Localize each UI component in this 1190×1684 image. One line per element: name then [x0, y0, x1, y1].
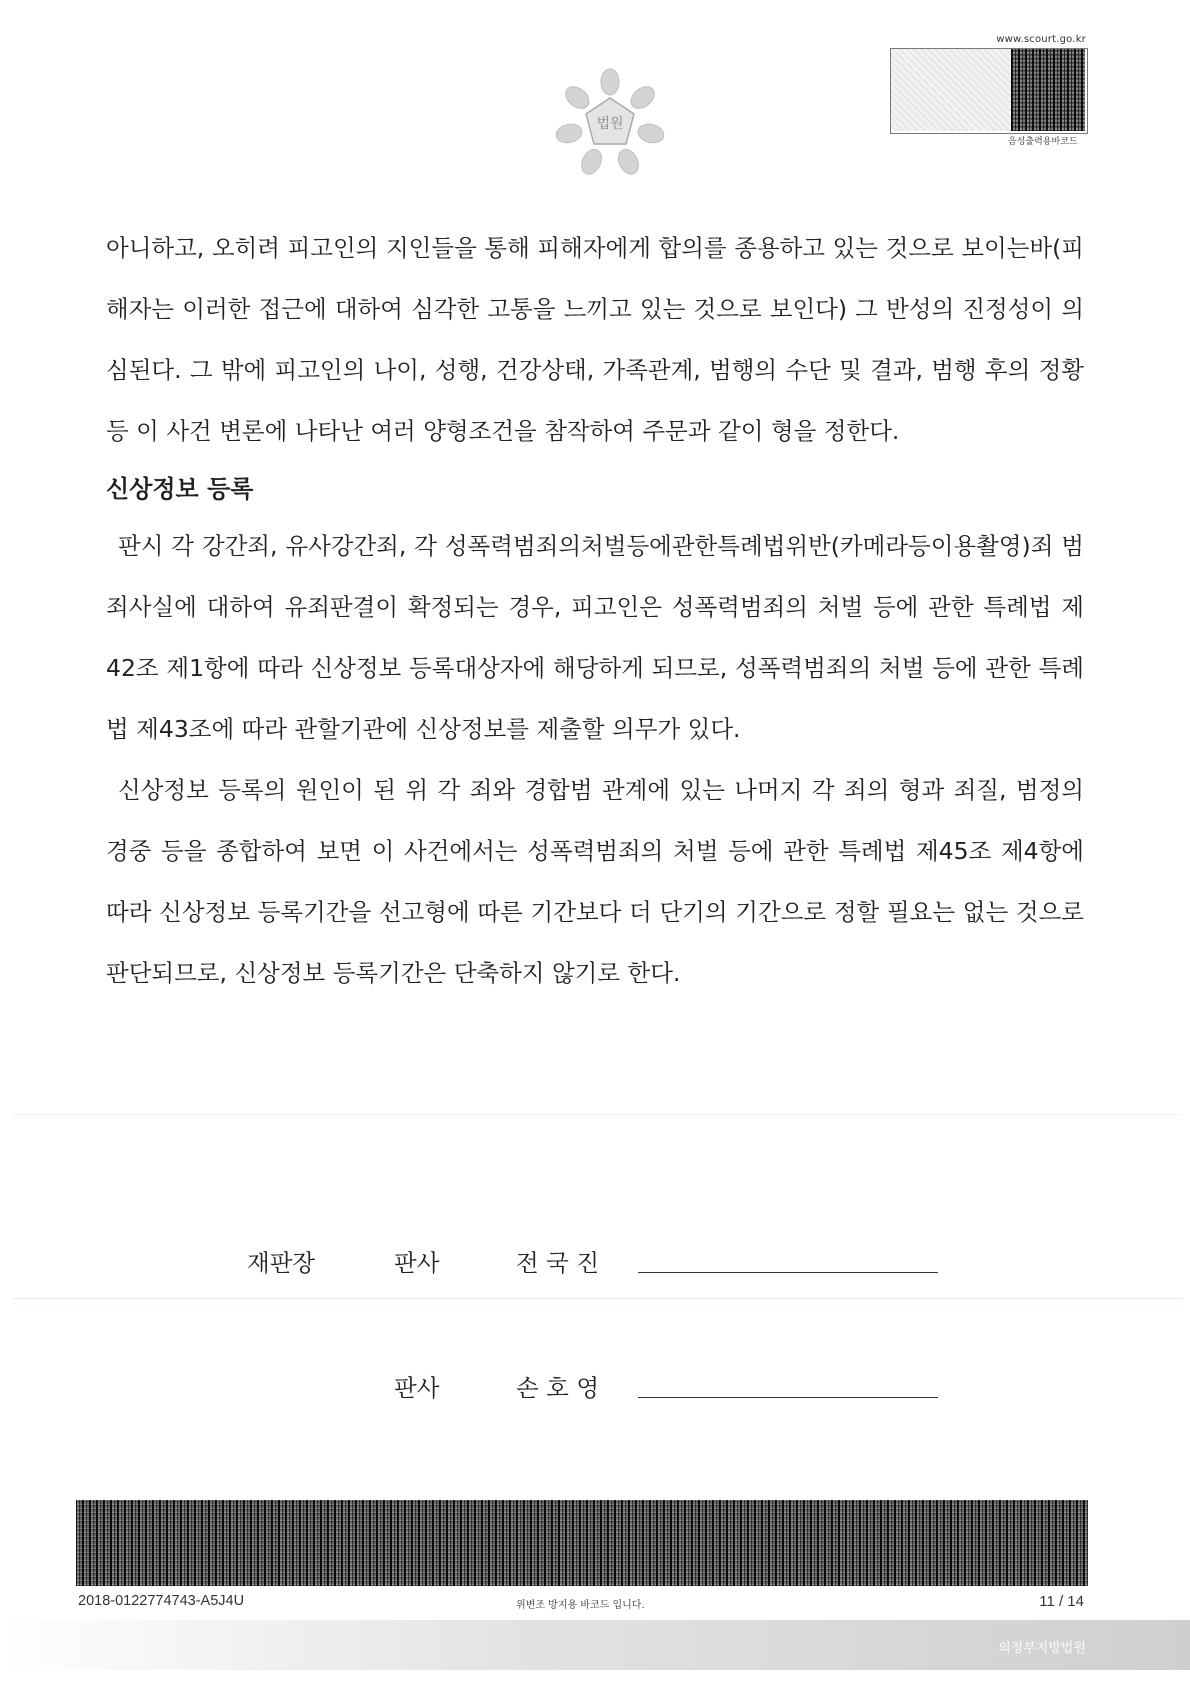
signature-line — [638, 1272, 938, 1273]
paragraph-registration: 판시 각 강간죄, 유사강간죄, 각 성폭력범죄의처벌등에관한특례법위반(카메라등이용촬영)죄 범죄사실에 대하여 유죄판결이 확정되는 경우, 피고인은 성폭력범죄의 처벌 등에 관한 특례법 제42조 제1항에 따라 신상정보 등록대상자에 해당하게 되므로, 성폭력범죄의 처벌 등에 관한 특례법 제43조에 따라 관할기관에 신상정보를 제출할 의무가 있다. — [106, 532, 1084, 743]
audio-barcode-blank — [891, 49, 1011, 131]
audio-barcode-caption: 음성출력용바코드 — [1008, 137, 1078, 147]
signature-title: 판사 — [394, 1249, 440, 1277]
page-number: 11 / 14 — [1039, 1593, 1084, 1610]
court-seal — [548, 62, 672, 186]
signature-line — [638, 1397, 938, 1398]
signature-name: 손 호 영 — [516, 1374, 600, 1402]
signature-role: 재판장 — [247, 1249, 316, 1277]
barcode-caption: 위변조 방지용 바코드 입니다. — [516, 1600, 645, 1611]
court-name: 의정부지방법원 — [998, 1641, 1086, 1656]
scan-line — [12, 1298, 1182, 1299]
paragraph-sentencing: 아니하고, 오히려 피고인의 지인들을 통해 피해자에게 합의를 종용하고 있는 것으로 보이는바(피해자는 이러한 접근에 대하여 심각한 고통을 느끼고 있는 것으로 보인다) 그 반성의 진정성이 의심된다. 그 밖에 피고인의 나이, 성행, 건강상태, 가족관계, 범행의 수단 및 결과, 범행 후의 정황 등 이 사건 변론에 나타난 여러 양형조건을 참작하여 주문과 같이 형을 정한다. — [106, 234, 1084, 445]
audio-barcode — [1011, 49, 1085, 131]
site-url: www.scourt.go.kr — [996, 34, 1086, 45]
document-id: 2018-0122774743-A5J4U — [78, 1593, 245, 1609]
section-title: 신상정보 등록 — [106, 475, 254, 503]
signature-title: 판사 — [394, 1374, 440, 1402]
scan-line — [12, 1114, 1182, 1115]
seal-text: 법원 — [596, 116, 624, 132]
signature-name: 전 국 진 — [516, 1249, 600, 1277]
anti-forgery-barcode — [76, 1500, 1088, 1586]
document-body — [106, 218, 1084, 1004]
paragraph-registration-period: 신상정보 등록의 원인이 된 위 각 죄와 경합범 관계에 있는 나머지 각 죄의 형과 죄질, 범정의 경중 등을 종합하여 보면 이 사건에서는 성폭력범죄의 처벌 등에 관한 특례법 제45조 제4항에 따라 신상정보 등록기간을 선고형에 따른 기간보다 더 단기의 기간으로 정할 필요는 없는 것으로 판단되므로, 신상정보 등록기간은 단축하지 않기로 한다. — [106, 776, 1084, 987]
